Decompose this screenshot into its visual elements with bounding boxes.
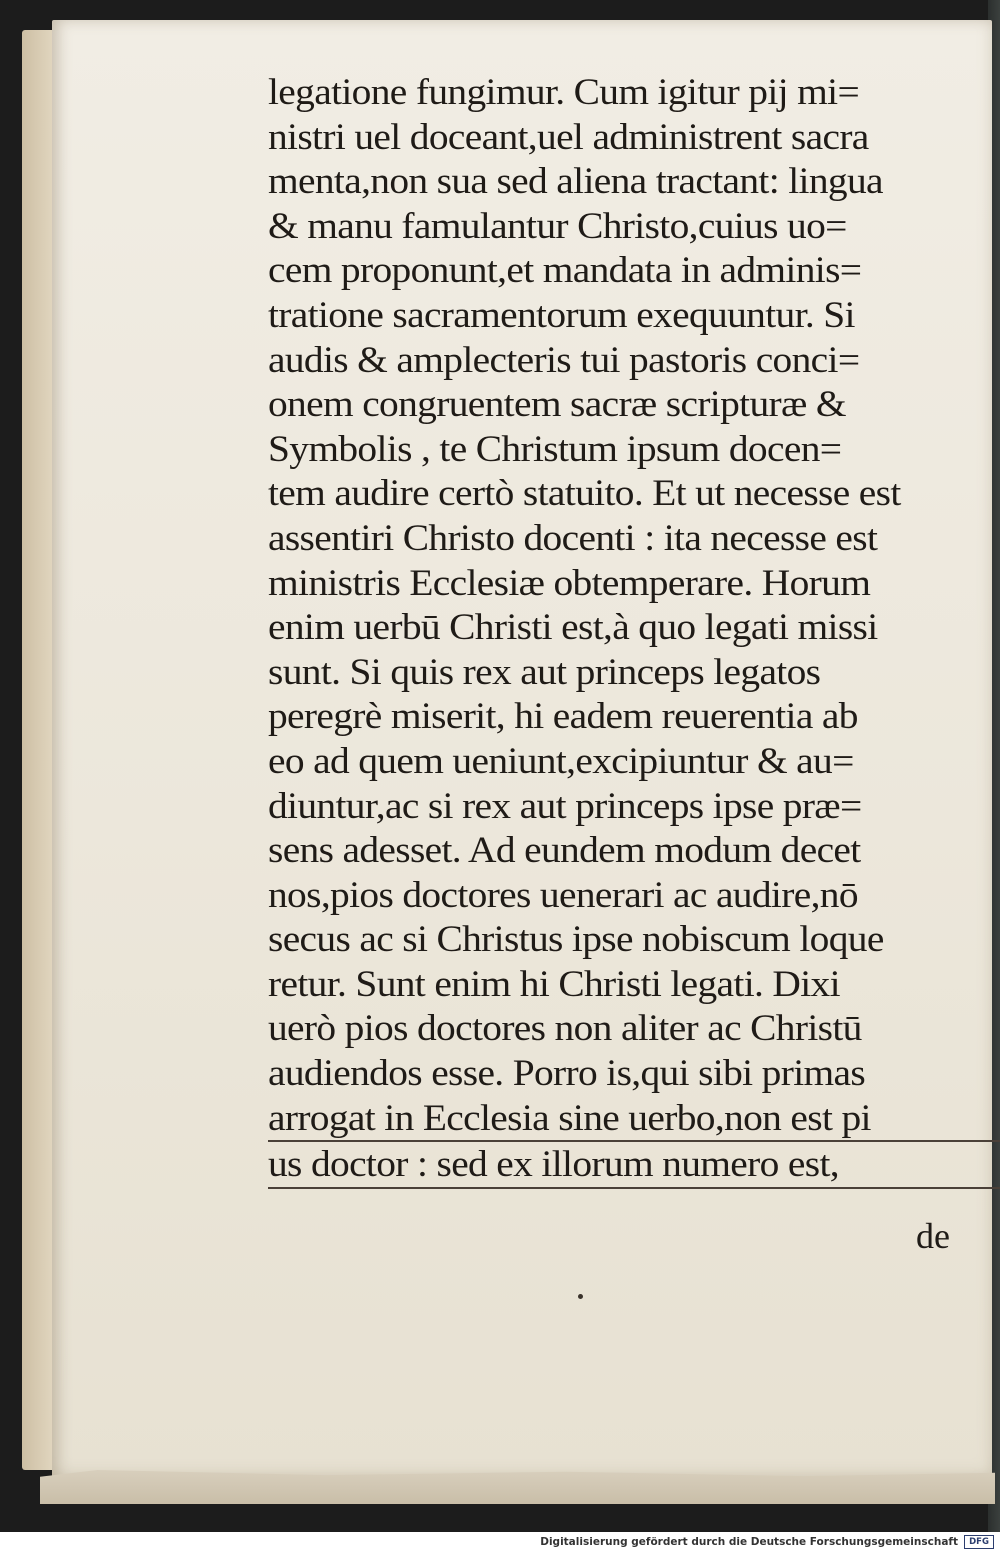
text-line: nistri uel doceant,uel administrent sacra [268,115,869,157]
text-line: retur. Sunt enim hi Christi legati. Dixi [268,962,840,1004]
text-line: audis & amplecteris tui pastoris conci= [268,338,860,380]
ink-speck [578,1294,583,1299]
text-line: menta,non sua sed aliena tractant: lingua [268,160,883,202]
text-line: legatione fungimur. Cum igitur pij mi= [268,71,860,112]
text-line: nos,pios doctores uenerari ac audire,nō [268,873,858,915]
text-line: ministris Ecclesiæ obtemperare. Horum [268,561,871,603]
footer-bar [0,1532,1000,1552]
catchword: de [916,1216,950,1256]
text-line: diuntur,ac si rex aut princeps ipse præ= [268,784,862,826]
text-line: assentiri Christo docenti : ita necesse est [268,516,878,558]
text-line: uerò pios doctores non aliter ac Christū [268,1007,862,1049]
text-line: cem proponunt,et mandata in adminis= [268,249,862,291]
text-line: sens adesset. Ad eundem modum decet [268,829,861,871]
text-line: sunt. Si quis rex aut princeps legatos [268,650,821,692]
text-line: tem audire certò statuito. Et ut necesse est [268,472,901,514]
text-line: Symbolis , te Christum ipsum docen= [268,427,842,469]
funding-notice: Digitalisierung gefördert durch die Deutsche Forschungsgemeinschaft [540,1536,958,1548]
underlined-text-line: us doctor : sed ex illorum numero est, [268,1142,1000,1189]
text-line: audiendos esse. Porro is,qui sibi primas [268,1052,866,1094]
text-line: onem congruentem sacræ scripturæ & [268,383,846,425]
text-line: & manu famulantur Christo,cuius uo= [268,204,847,246]
printed-text-block [268,70,968,1189]
text-line: enim uerbū Christi est,à quo legati missi [268,606,878,648]
underlined-text-line: arrogat in Ecclesia sine uerbo,non est pi [268,1096,1000,1143]
text-line: eo ad quem ueniunt,excipiuntur & au= [268,739,854,781]
dfg-logo: DFG [964,1535,994,1549]
text-line: secus ac si Christus ipse nobiscum loque [268,918,884,960]
text-line: tratione sacramentorum exequuntur. Si [268,293,855,335]
text-line: peregrè miserit, hi eadem reuerentia ab [268,695,858,737]
